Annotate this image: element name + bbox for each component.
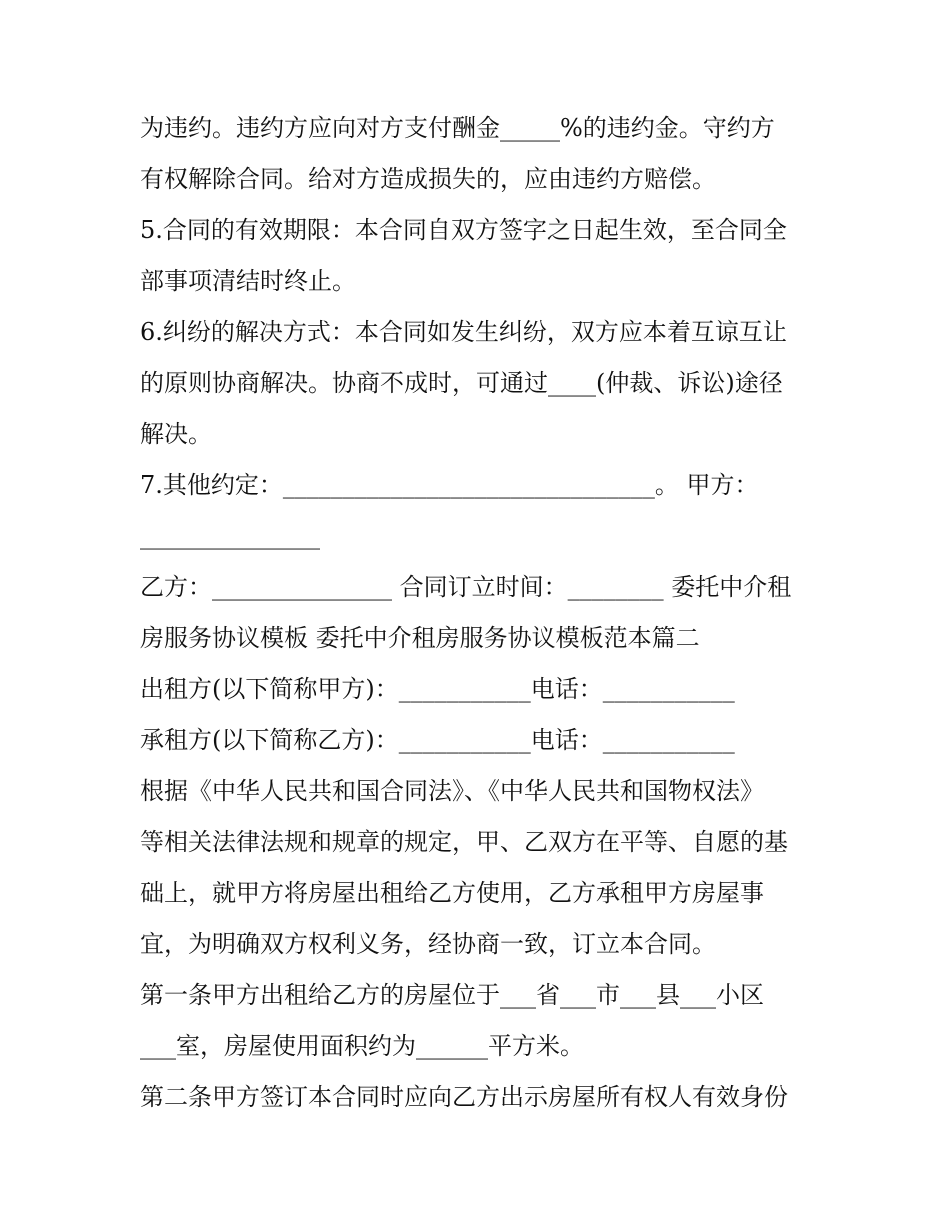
text-line: 7.其他约定：_______________________________。 甲方： xyxy=(140,471,759,499)
signature-blank-line: _______________ xyxy=(140,522,320,550)
text-line: 为违约。违约方应向对方支付酬金_____%的违约金。守约方 xyxy=(140,114,775,142)
text-line: 的原则协商解决。协商不成时，可通过____(仲裁、诉讼)途径 xyxy=(140,369,783,397)
article-two-line: 第二条甲方签订本合同时应向乙方出示房屋所有权人有效身份 xyxy=(140,1083,788,1111)
text-line: 等相关法律法规和规章的规定，甲、乙双方在平等、自愿的基 xyxy=(140,828,788,856)
document-body xyxy=(140,103,820,1123)
text-line: 根据《中华人民共和国合同法》、《中华人民共和国物权法》 xyxy=(140,777,764,805)
lessee-info-line: 承租方(以下简称乙方)：___________电话：___________ xyxy=(140,726,735,754)
text-line: 乙方：_______________ 合同订立时间：________ 委托中介租 xyxy=(140,573,792,601)
text-line: 6.纠纷的解决方式：本合同如发生纠纷，双方应本着互谅互让 xyxy=(140,318,787,346)
text-line: 础上，就甲方将房屋出租给乙方使用，乙方承租甲方房屋事 xyxy=(140,879,764,907)
text-line: 有权解除合同。给对方造成损失的，应由违约方赔偿。 xyxy=(140,165,716,193)
text-line: 5.合同的有效期限：本合同自双方签字之日起生效，至合同全 xyxy=(140,216,787,244)
article-one-line: 第一条甲方出租给乙方的房屋位于___省___市___县___小区 xyxy=(140,981,764,1009)
text-line: 解决。 xyxy=(140,420,212,448)
text-line: 部事项清结时终止。 xyxy=(140,267,356,295)
text-line: ___室，房屋使用面积约为______平方米。 xyxy=(140,1032,584,1060)
lessor-info-line: 出租方(以下简称甲方)：___________电话：___________ xyxy=(140,675,735,703)
text-line: 宜，为明确双方权利义务，经协商一致，订立本合同。 xyxy=(140,930,716,958)
section-title-line: 房服务协议模板 委托中介租房服务协议模板范本篇二 xyxy=(140,624,700,652)
